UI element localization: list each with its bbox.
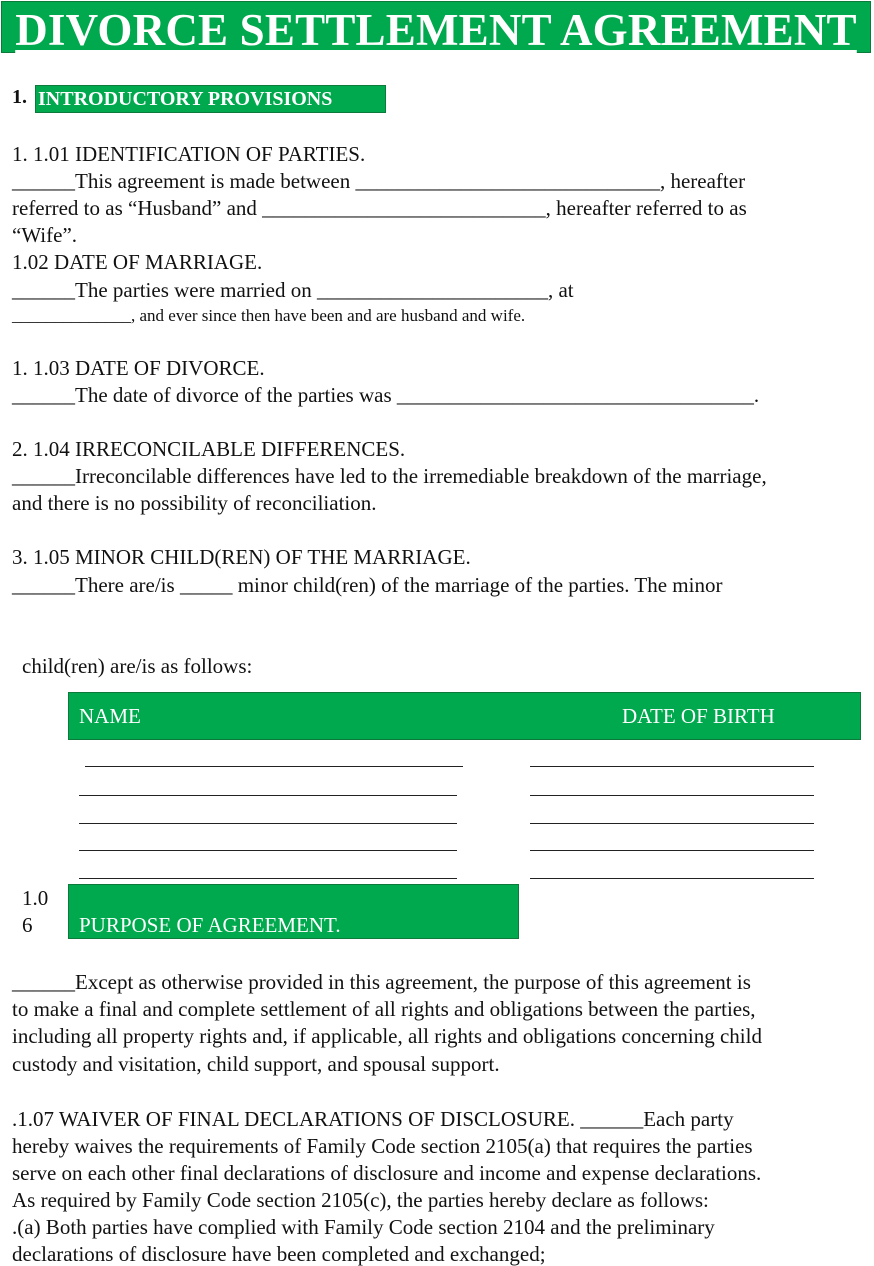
divorce-date-line: ______The date of divorce of the parties was __________________________________. — [12, 383, 760, 407]
name-column-header: NAME — [79, 704, 141, 728]
purpose-heading: PURPOSE OF AGREEMENT. — [79, 913, 341, 937]
differences-heading: 2. 1.04 IRRECONCILABLE DIFFERENCES. — [12, 437, 406, 461]
waiver-line: hereby waives the requirements of Family Code section 2105(a) that requires the parties — [12, 1134, 753, 1158]
child-name-blank — [79, 878, 457, 879]
identification-line-3: “Wife”. — [12, 223, 78, 247]
title-bar — [1, 1, 871, 53]
child-dob-blank — [530, 795, 814, 796]
section-106-number-b: 6 — [22, 913, 33, 937]
divorce-date-heading: 1. 1.03 DATE OF DIVORCE. — [12, 356, 265, 380]
waiver-line: .1.07 WAIVER OF FINAL DECLARATIONS OF DISCLOSURE. ______Each party — [12, 1107, 734, 1131]
child-name-blank — [79, 850, 457, 851]
marriage-date-line-1: ______The parties were married on ______________________, at — [12, 278, 574, 302]
waiver-line: .(a) Both parties have complied with Family Code section 2104 and the preliminary — [12, 1215, 715, 1239]
identification-heading: 1. 1.01 IDENTIFICATION OF PARTIES. — [12, 142, 366, 166]
document-title: DIVORCE SETTLEMENT AGREEMENT — [15, 5, 857, 55]
child-dob-blank — [530, 766, 814, 767]
section-1-heading: INTRODUCTORY PROVISIONS — [35, 85, 386, 113]
purpose-line: custody and visitation, child support, and spousal support. — [12, 1052, 500, 1076]
children-heading: 3. 1.05 MINOR CHILD(REN) OF THE MARRIAGE. — [12, 545, 471, 569]
purpose-line: ______Except as otherwise provided in this agreement, the purpose of this agreement is — [12, 970, 751, 994]
differences-line-1: ______Irreconcilable differences have led to the irremediable breakdown of the marriage, — [12, 464, 767, 488]
marriage-date-line-2: ______________, and ever since then have been and are husband and wife. — [12, 306, 526, 325]
purpose-line: including all property rights and, if applicable, all rights and obligations concerning child — [12, 1024, 762, 1048]
children-line-2: child(ren) are/is as follows: — [22, 654, 253, 678]
differences-line-2: and there is no possibility of reconciliation. — [12, 491, 377, 515]
identification-line-2: referred to as “Husband” and ___________________________, hereafter referred to as — [12, 196, 747, 220]
child-dob-blank — [530, 850, 814, 851]
child-name-blank — [79, 823, 457, 824]
child-name-blank — [85, 766, 463, 767]
waiver-line: serve on each other final declarations of disclosure and income and expense declarations. — [12, 1161, 762, 1185]
dob-column-header: DATE OF BIRTH — [622, 704, 775, 728]
children-line-1: ______There are/is _____ minor child(ren) of the marriage of the parties. The minor — [12, 573, 723, 597]
waiver-line: As required by Family Code section 2105(c), the parties hereby declare as follows: — [12, 1188, 709, 1212]
children-table-header — [68, 692, 861, 740]
waiver-line: declarations of disclosure have been completed and exchanged; — [12, 1242, 546, 1266]
purpose-heading-box — [68, 884, 519, 939]
child-dob-blank — [530, 823, 814, 824]
child-dob-blank — [530, 878, 814, 879]
child-name-blank — [79, 795, 457, 796]
section-106-number-a: 1.0 — [22, 886, 49, 910]
marriage-date-heading: 1.02 DATE OF MARRIAGE. — [12, 250, 263, 274]
purpose-line: to make a final and complete settlement of all rights and obligations between the parties, — [12, 997, 756, 1021]
section-1-number: 1. — [12, 86, 27, 108]
identification-line-1: ______This agreement is made between _____________________________, hereafter — [12, 169, 746, 193]
